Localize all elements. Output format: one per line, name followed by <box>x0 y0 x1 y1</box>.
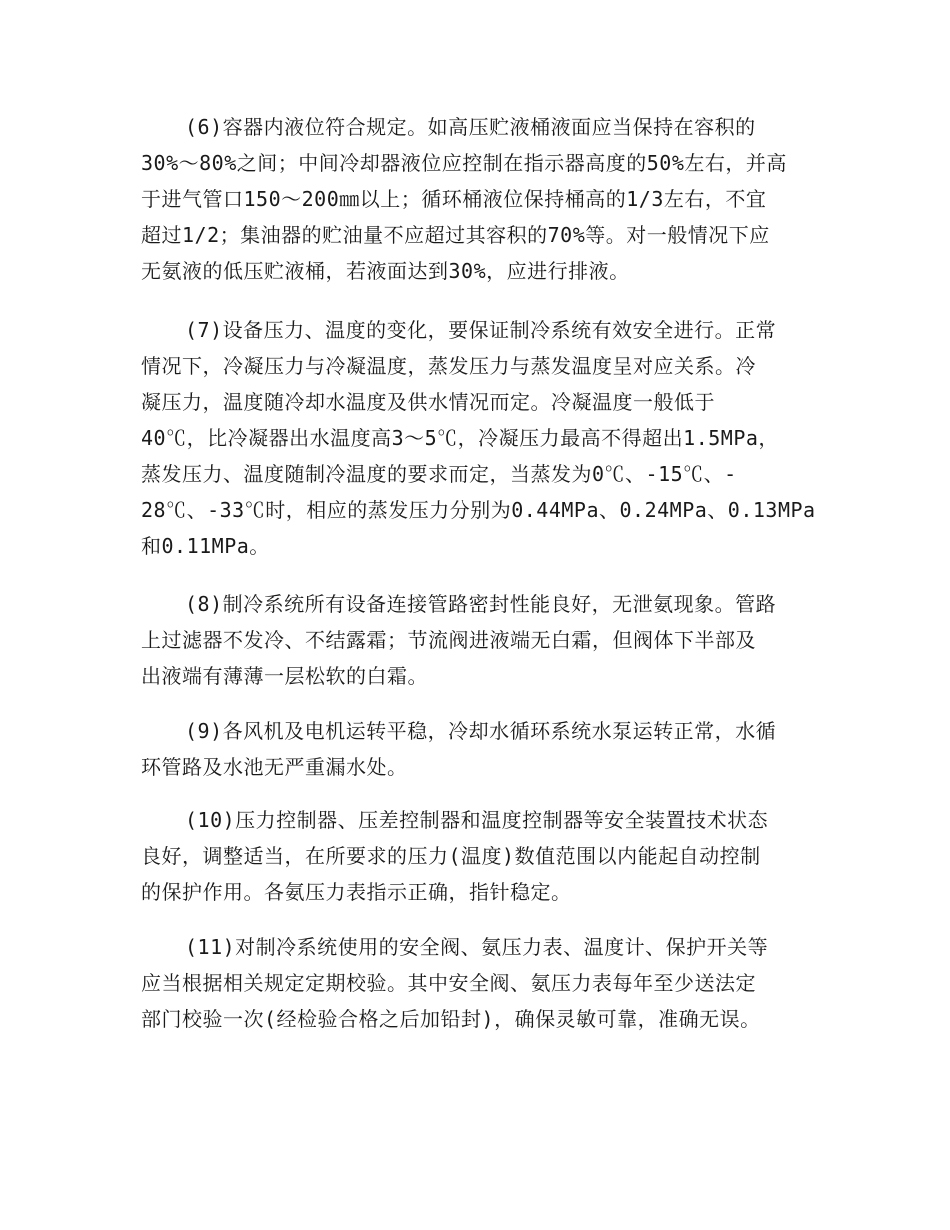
paragraph-line: 蒸发压力、温度随制冷温度的要求而定，当蒸发为0℃、-15℃、- <box>141 462 737 486</box>
paragraph-line: 30%～80%之间；中间冷却器液位应控制在指示器高度的50%左右，并高 <box>141 151 787 175</box>
paragraph-line: 和0.11MPa。 <box>141 534 270 558</box>
paragraph-line: (11)对制冷系统使用的安全阀、氨压力表、温度计、保护开关等 <box>185 935 769 959</box>
paragraph-line: 环管路及水池无严重漏水处。 <box>141 755 408 779</box>
paragraph-line: (6)容器内液位符合规定。如高压贮液桶液面应当保持在容积的 <box>185 115 756 139</box>
paragraph-line: 无氨液的低压贮液桶，若液面达到30%，应进行排液。 <box>141 259 630 283</box>
paragraph-8 <box>141 586 813 694</box>
paragraph-line: 40℃，比冷凝器出水温度高3～5℃，冷凝压力最高不得超出1.5MPa， <box>141 426 779 450</box>
paragraph-line: 上过滤器不发冷、不结露霜；节流阀进液端无白霜，但阀体下半部及 <box>141 628 756 652</box>
paragraph-line: 部门校验一次(经检验合格之后加铅封)，确保灵敏可靠，准确无误。 <box>141 1007 761 1031</box>
paragraph-line: (9)各风机及电机运转平稳，冷却水循环系统水泵运转正常，水循 <box>185 719 777 743</box>
paragraph-line: 应当根据相关规定定期校验。其中安全阀、氨压力表每年至少送法定 <box>141 971 756 995</box>
paragraph-9 <box>141 713 813 785</box>
paragraph-line: 凝压力，温度随冷却水温度及供水情况而定。冷凝温度一般低于 <box>141 390 715 414</box>
paragraph-line: (7)设备压力、温度的变化，要保证制冷系统有效安全进行。正常 <box>185 318 777 342</box>
paragraph-11 <box>141 929 813 1037</box>
paragraph-line: 良好，调整适当，在所要求的压力(温度)数值范围以内能起自动控制 <box>141 844 761 868</box>
paragraph-7 <box>141 312 816 564</box>
paragraph-line: 28℃、-33℃时，相应的蒸发压力分别为0.44MPa、0.24MPa、0.13MPa <box>141 498 816 522</box>
paragraph-line: 的保护作用。各氨压力表指示正确，指针稳定。 <box>141 880 572 904</box>
paragraph-line: 超过1/2；集油器的贮油量不应超过其容积的70%等。对一般情况下应 <box>141 223 770 247</box>
paragraph-line: 于进气管口150～200㎜以上；循环桶液位保持桶高的1/3左右，不宜 <box>141 187 767 211</box>
paragraph-line: (8)制冷系统所有设备连接管路密封性能良好，无泄氨现象。管路 <box>185 592 777 616</box>
paragraph-line: 出液端有薄薄一层松软的白霜。 <box>141 664 428 688</box>
paragraph-line: 情况下，冷凝压力与冷凝温度，蒸发压力与蒸发温度呈对应关系。冷 <box>141 354 756 378</box>
paragraph-10 <box>141 802 813 910</box>
paragraph-6 <box>141 109 813 289</box>
paragraph-line: (10)压力控制器、压差控制器和温度控制器等安全装置技术状态 <box>185 808 769 832</box>
